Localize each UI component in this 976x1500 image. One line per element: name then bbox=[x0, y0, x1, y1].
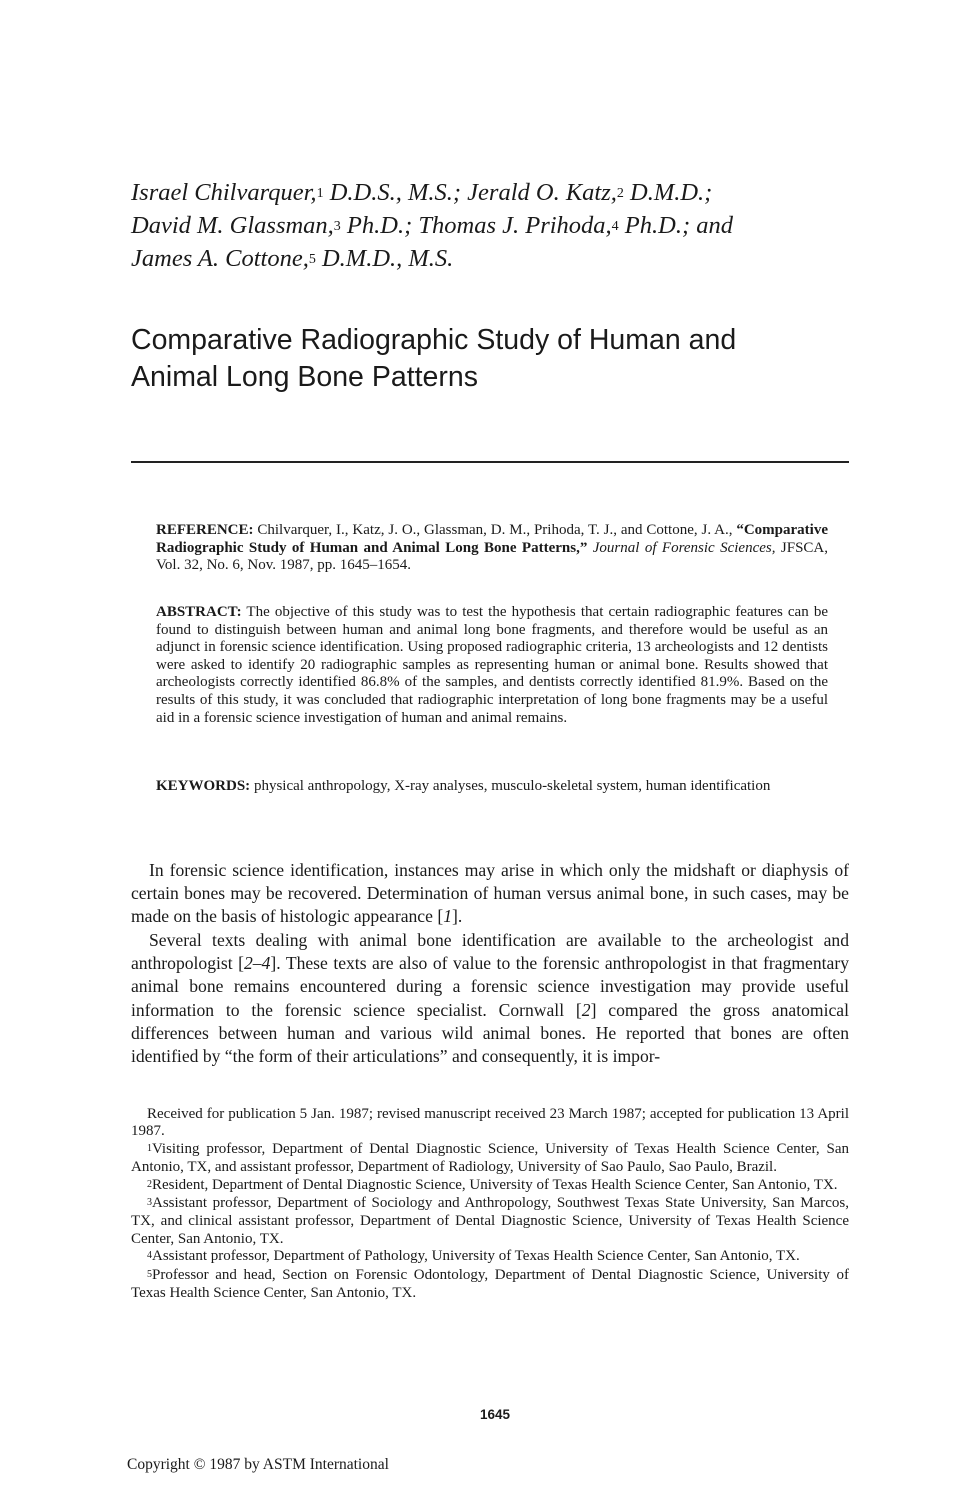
abstract-label: ABSTRACT: bbox=[156, 604, 242, 620]
keywords-label: KEYWORDS: bbox=[156, 778, 251, 794]
paper-title-line-1: Comparative Radiographic Study of Human and bbox=[131, 324, 737, 356]
paper-title-line-2: Animal Long Bone Patterns bbox=[131, 361, 478, 393]
footnote-text: Professor and head, Section on Forensic Odontology, Department of Dental Diagnostic Science, University of Texas Health Science Center, San Antonio, TX. bbox=[131, 1266, 849, 1302]
footnote-marker: 5 bbox=[147, 1268, 152, 1280]
paper-title bbox=[131, 322, 891, 396]
affiliation-marker: 4 bbox=[611, 219, 619, 234]
affiliation-marker: 1 bbox=[316, 186, 324, 201]
footnote-marker: 4 bbox=[147, 1250, 152, 1262]
reference-label: REFERENCE: bbox=[156, 522, 254, 538]
footnote-marker: 2 bbox=[147, 1178, 152, 1190]
author-list bbox=[131, 178, 891, 277]
body-paragraph-2 bbox=[131, 929, 849, 1068]
footnote-text: Assistant professor, Department of Sociology and Anthropology, Southwest Texas State University, San Marcos, TX, and clinical assistant professor, Department of Dental Diagnostic Science, University of Texas Health Science Center, San Antonio, TX. bbox=[131, 1195, 849, 1247]
footnote-marker: 3 bbox=[147, 1197, 152, 1209]
footnote-3 bbox=[131, 1195, 849, 1248]
citation: 2–4 bbox=[244, 953, 271, 974]
reference-authors: Chilvarquer, I., Katz, J. O., Glassman, D. M., Prihoda, T. J., and Cottone, J. A., bbox=[253, 522, 737, 538]
body-text: ] compared the gross anatomical differences between human and various wild animal bones. He reported that bones are often identified by “the form of their articulations” and consequently, it is impor- bbox=[131, 999, 849, 1067]
affiliation-marker: 5 bbox=[308, 252, 316, 267]
author-name: Jerald O. Katz, bbox=[467, 179, 617, 206]
title-divider bbox=[131, 461, 849, 463]
footnotes bbox=[131, 1106, 849, 1302]
body-text: Several texts dealing with animal bone identification are available to the archeologist and anthropologist [ bbox=[131, 930, 849, 974]
author-line-1 bbox=[131, 178, 891, 211]
body-text: In forensic science identification, instances may arise in which only the midshaft or diaphysis of certain bones may be recovered. Determination of human versus animal bone, in such cases, may be made on the basis of histologic appearance [ bbox=[131, 860, 849, 927]
affiliation-marker: 2 bbox=[616, 186, 624, 201]
reference-title: “Comparative Radiographic Study of Human and Animal Long Bone Patterns,” bbox=[156, 522, 828, 556]
footnote-text: Assistant professor, Department of Pathology, University of Texas Health Science Center, San Antonio, TX. bbox=[152, 1248, 800, 1265]
copyright-notice: Copyright © 1987 by ASTM International bbox=[127, 1456, 389, 1473]
author-degree: D.D.S., M.S.; bbox=[323, 179, 468, 206]
reference-journal: Journal of Forensic Sciences, bbox=[587, 539, 776, 556]
author-name: Thomas J. Prihoda, bbox=[418, 212, 612, 239]
author-degree: Ph.D.; bbox=[340, 212, 419, 239]
footnote-received: Received for publication 5 Jan. 1987; revised manuscript received 23 March 1987; accepted for publication 13 April 1987. bbox=[131, 1106, 849, 1140]
author-line-2 bbox=[131, 211, 891, 244]
reference-block bbox=[156, 522, 828, 575]
footnote-5 bbox=[131, 1267, 849, 1303]
body-text: ]. bbox=[451, 906, 463, 927]
citation: 1 bbox=[443, 906, 452, 927]
keywords-text: physical anthropology, X-ray analyses, musculo-skeletal system, human identification bbox=[250, 778, 771, 794]
footnote-text: Visiting professor, Department of Dental Diagnostic Science, University of Texas Health Science Center, San Antonio, TX, and assistant professor, Department of Radiology, University of Sao Paulo, Sao Paulo, Brazil. bbox=[131, 1140, 849, 1176]
keywords-block bbox=[156, 778, 828, 796]
body-text: ]. These texts are also of value to the forensic anthropologist in that fragmentary animal bone remains encountered during a forensic science investigation may provide useful information to the forensic science specialist. Cornwall [ bbox=[131, 953, 850, 1020]
author-degree: D.M.D., M.S. bbox=[315, 245, 454, 272]
footnote-1 bbox=[131, 1141, 849, 1177]
author-line-3 bbox=[131, 244, 891, 277]
abstract-text: The objective of this study was to test the hypothesis that certain radiographic features can be found to distinguish between human and animal long bone fragments, and therefore would be useful as an adjunct in forensic science identification. Using proposed radiographic criteria, 13 archeologists and 12 dentists were asked to identify 20 radiographic samples as representing human or animal bone. Results showed that archeologists correctly identified 86.8% of the samples, and dentists correctly identified 81.9%. Based on the results of this study, it was concluded that radiographic interpretation of long bone fragments may be a useful aid in a forensic science investigation of human and animal remains. bbox=[156, 604, 828, 726]
author-degree: Ph.D.; and bbox=[618, 212, 733, 239]
affiliation-marker: 3 bbox=[333, 219, 341, 234]
author-name: David M. Glassman, bbox=[131, 212, 334, 239]
citation: 2 bbox=[581, 999, 591, 1020]
footnote-marker: 1 bbox=[147, 1142, 152, 1154]
footnote-4 bbox=[131, 1248, 849, 1266]
footnote-text: Resident, Department of Dental Diagnostic Science, University of Texas Health Science Center, San Antonio, TX. bbox=[152, 1176, 838, 1193]
author-name: James A. Cottone, bbox=[131, 245, 309, 272]
abstract-block bbox=[156, 604, 828, 727]
author-degree: D.M.D.; bbox=[623, 179, 713, 206]
reference-details: JFSCA, Vol. 32, No. 6, Nov. 1987, pp. 1645–1654. bbox=[156, 539, 829, 574]
body-paragraph-1 bbox=[131, 859, 849, 929]
author-name: Israel Chilvarquer, bbox=[131, 179, 317, 206]
page-number: 1645 bbox=[479, 1407, 511, 1422]
footnote-2 bbox=[131, 1177, 849, 1195]
